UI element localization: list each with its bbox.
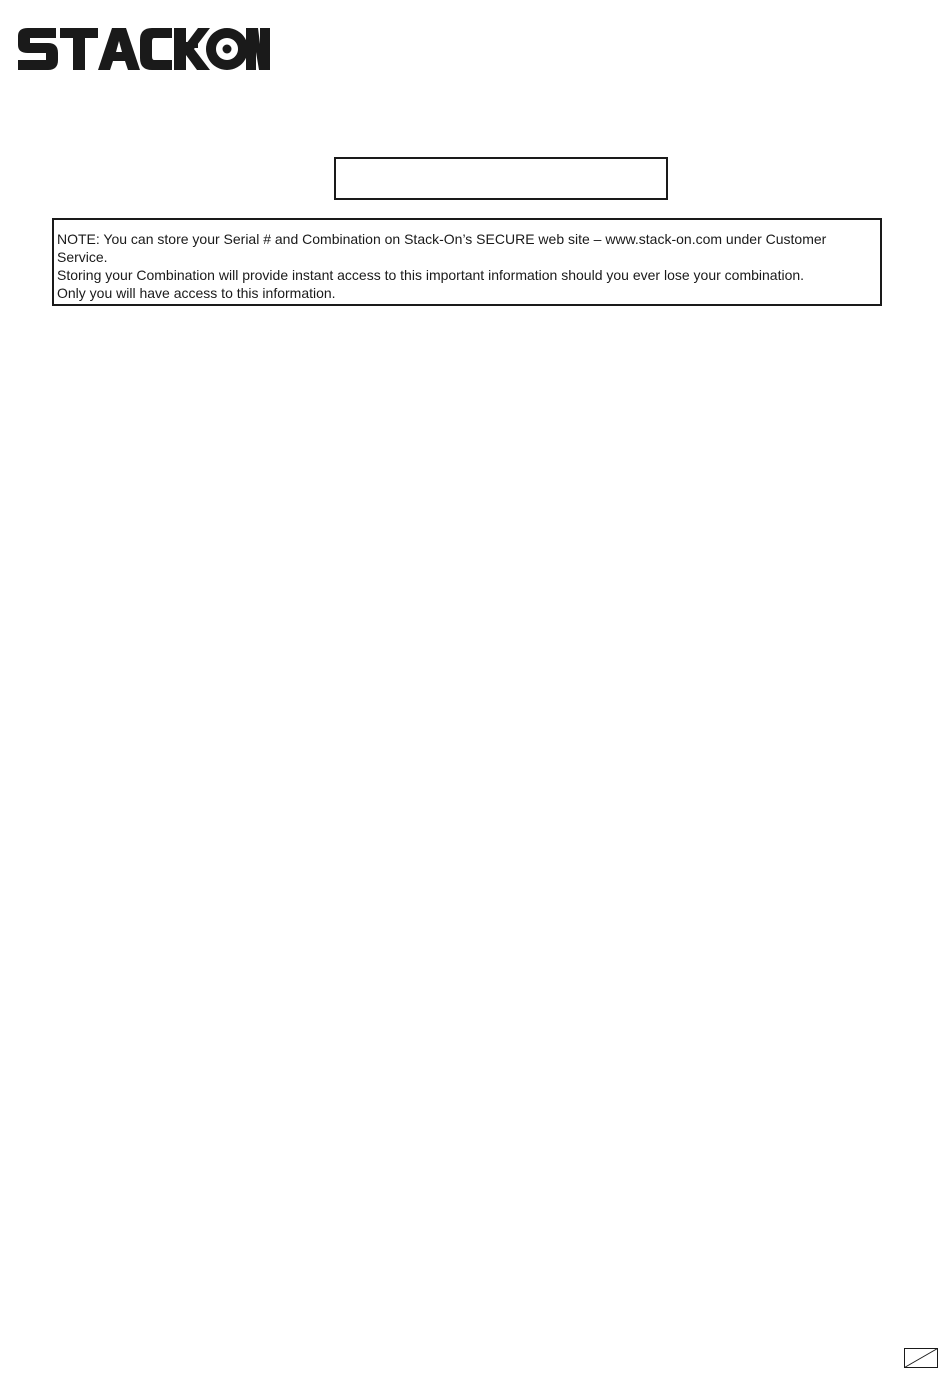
note-line-3: Only you will have access to this information. [57, 285, 336, 301]
stack-on-logo [16, 26, 272, 72]
serial-number-box[interactable] [334, 157, 668, 200]
note-line-2: Storing your Combination will provide instant access to this important information should you ever lose your combination. [57, 267, 805, 283]
note-box [52, 218, 882, 306]
logo-mark-icon [16, 26, 272, 72]
note-line-1: NOTE: You can store your Serial # and Combination on Stack-On’s SECURE web site – www.stack-on.com under Customer Service. [57, 231, 827, 265]
page-corner-mark-icon [904, 1348, 938, 1368]
note-text [57, 230, 877, 302]
